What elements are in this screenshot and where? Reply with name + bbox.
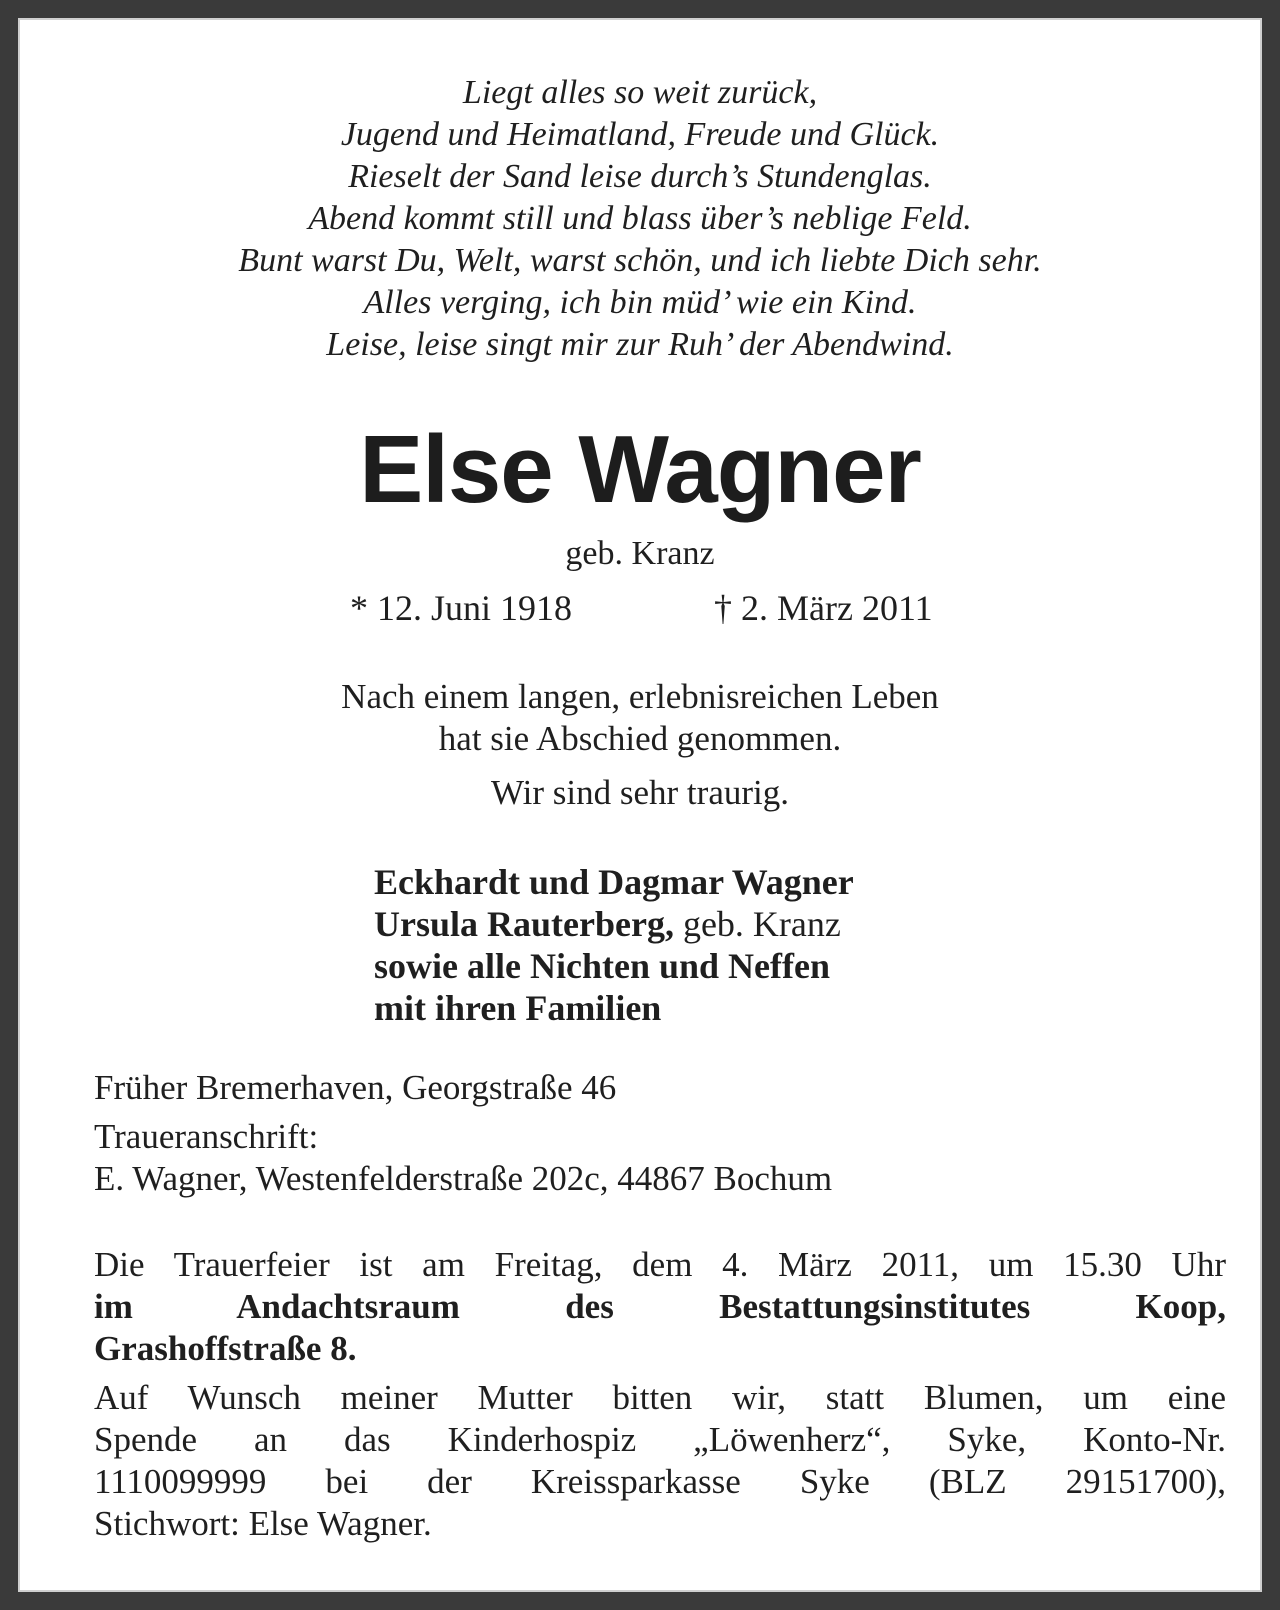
deceased-name: Else Wagner (359, 416, 921, 523)
funeral-address-line: Grashoffstraße 8. (94, 1329, 357, 1368)
funeral-info (94, 1244, 1226, 1370)
donation-request (94, 1377, 1226, 1545)
memorial-poem (20, 72, 1260, 366)
farewell-line: Nach einem langen, erlebnisreichen Leben (341, 677, 939, 716)
mourner-name: Ursula Rauterberg, (374, 904, 674, 944)
mourner-maiden-name: geb. Kranz (673, 904, 841, 944)
farewell-text (20, 676, 1260, 760)
poem-line: Bunt warst Du, Welt, warst schön, und ich liebte Dich sehr. (238, 242, 1042, 279)
funeral-line: Die Trauerfeier ist am Freitag, dem 4. März 2011, um 15.30 Uhr (94, 1245, 1226, 1284)
former-address: Früher Bremerhaven, Georgstraße 46 (94, 1068, 617, 1107)
donation-line: Stichwort: Else Wagner. (94, 1504, 432, 1543)
funeral-location-line: im Andachtsraum des Bestattungsinstitutes Koop, (94, 1287, 1226, 1326)
poem-line: Rieselt der Sand leise durch’s Stundenglas. (348, 158, 932, 195)
life-dates (20, 586, 1260, 630)
poem-line: Jugend und Heimatland, Freude und Glück. (340, 116, 940, 153)
mourners-list (374, 861, 854, 1029)
birth-date: * 12. Juni 1918 (350, 588, 573, 628)
poem-line: Liegt alles so weit zurück, (462, 74, 818, 111)
mourner-line (374, 903, 854, 945)
mourner-line: sowie alle Nichten und Neffen (374, 946, 830, 986)
poem-line: Alles verging, ich bin müd’ wie ein Kind. (363, 284, 917, 321)
sad-statement: Wir sind sehr traurig. (491, 773, 789, 812)
farewell-line: hat sie Abschied genommen. (438, 719, 842, 758)
donation-line: 1110099999 bei der Kreissparkasse Syke (BLZ 29151700), (94, 1462, 1226, 1501)
donation-line: Auf Wunsch meiner Mutter bitten wir, statt Blumen, um eine (94, 1378, 1226, 1417)
donation-line: Spende an das Kinderhospiz „Löwenherz“, Syke, Konto-Nr. (94, 1420, 1226, 1459)
mourning-address-label: Traueranschrift: (94, 1117, 319, 1156)
mourner-line: Eckhardt und Dagmar Wagner (374, 862, 854, 902)
death-date: † 2. März 2011 (714, 588, 933, 628)
obituary-notice (18, 18, 1262, 1592)
mourning-address: E. Wagner, Westenfelderstraße 202c, 44867 Bochum (94, 1159, 833, 1198)
poem-line: Leise, leise singt mir zur Ruh’ der Abendwind. (326, 326, 954, 363)
maiden-name: geb. Kranz (565, 535, 715, 572)
poem-line: Abend kommt still und blass über’s neblige Feld. (308, 200, 972, 237)
mourner-line: mit ihren Familien (374, 988, 662, 1028)
